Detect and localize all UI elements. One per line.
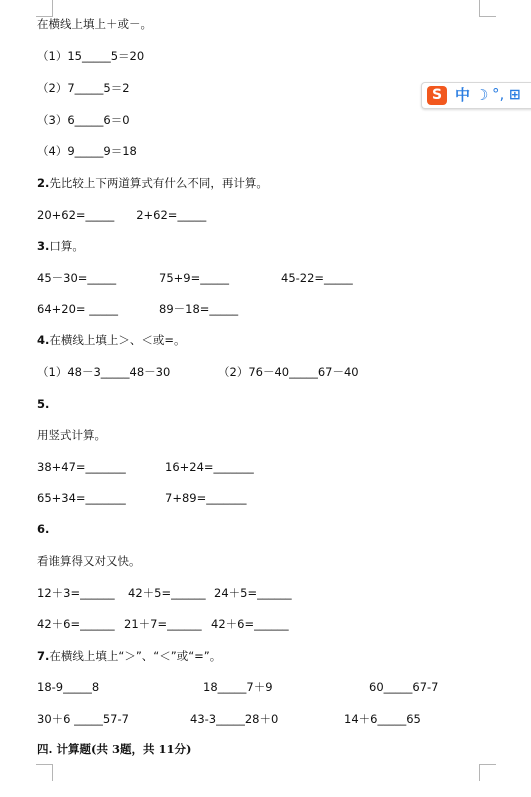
question-6-number: 6. — [37, 522, 50, 536]
q4-item-1: （1）48－3_____48－30 — [37, 365, 171, 379]
instruction-plus-minus: 在横线上填上＋或－。 — [37, 17, 152, 31]
question-4-title: 在横线上填上＞、＜或=。 — [49, 333, 186, 347]
question-5-number: 5. — [37, 397, 50, 411]
question-7-number: 7. — [37, 649, 50, 663]
question-7-heading — [37, 648, 221, 664]
section-4-heading: 四. 计算题(共 3题，共 11分) — [37, 742, 192, 756]
page-corner-bottom-left — [36, 764, 53, 781]
question-3-number: 3. — [37, 239, 50, 253]
q6-item-3: 24＋5=______ — [214, 586, 292, 600]
question-2-number: 2. — [37, 176, 50, 190]
q5-item-3: 65+34=_______ — [37, 491, 126, 505]
question-7-title: 在横线上填上“＞”、“＜”或“=”。 — [49, 649, 222, 663]
q6-item-2: 42＋5=______ — [128, 586, 206, 600]
plusminus-item-4: （4）9_____9＝18 — [37, 144, 137, 158]
q3-item-2: 75+9=_____ — [159, 271, 229, 285]
q7-item-6: 14＋6_____65 — [344, 712, 421, 726]
q5-item-1: 38+47=_______ — [37, 460, 126, 474]
question-2-title: 先比较上下两道算式有什么不同，再计算。 — [49, 176, 268, 190]
q7-item-2: 18_____7＋9 — [203, 680, 273, 694]
q7-item-5: 43-3_____28＋0 — [190, 712, 279, 726]
page-corner-top-left — [36, 0, 53, 17]
question-4-number: 4. — [37, 333, 50, 347]
q5-item-4: 7+89=_______ — [165, 491, 247, 505]
punctuation-toggle-icon[interactable]: °, — [492, 85, 505, 103]
keyboard-icon[interactable]: ⊞ — [509, 87, 521, 103]
q4-item-2: （2）76－40_____67－40 — [218, 365, 359, 379]
sogou-logo-icon[interactable]: S — [427, 86, 447, 105]
question-5-title: 用竖式计算。 — [37, 428, 106, 442]
ime-language-toggle[interactable]: 中 — [455, 86, 471, 104]
question-4-heading — [37, 332, 186, 348]
question-3-title: 口算。 — [49, 239, 84, 253]
q6-item-5: 21＋7=______ — [124, 617, 202, 631]
page-corner-top-right — [479, 0, 496, 17]
question-3-heading — [37, 238, 84, 254]
q6-item-1: 12＋3=______ — [37, 586, 115, 600]
q7-item-4: 30＋6 _____57-7 — [37, 712, 129, 726]
q5-item-2: 16+24=_______ — [165, 460, 254, 474]
q3-item-4: 64+20= _____ — [37, 302, 118, 316]
question-2-line: 20+62=_____ 2+62=_____ — [37, 208, 207, 222]
ime-toolbar[interactable] — [421, 82, 531, 109]
moon-icon[interactable]: ☽ — [475, 86, 489, 104]
q6-item-4: 42＋6=______ — [37, 617, 115, 631]
question-2-heading — [37, 175, 268, 191]
plusminus-item-3: （3）6_____6＝0 — [37, 113, 130, 127]
q7-item-1: 18-9_____8 — [37, 680, 100, 694]
page-corner-bottom-right — [479, 764, 496, 781]
q3-item-1: 45－30=_____ — [37, 271, 117, 285]
plusminus-item-2: （2）7_____5＝2 — [37, 81, 130, 95]
q3-item-5: 89－18=_____ — [159, 302, 239, 316]
plusminus-item-1: （1）15_____5＝20 — [37, 49, 145, 63]
q3-item-3: 45-22=_____ — [281, 271, 353, 285]
question-6-title: 看谁算得又对又快。 — [37, 554, 141, 568]
q6-item-6: 42＋6=______ — [211, 617, 289, 631]
q7-item-3: 60_____67-7 — [369, 680, 439, 694]
